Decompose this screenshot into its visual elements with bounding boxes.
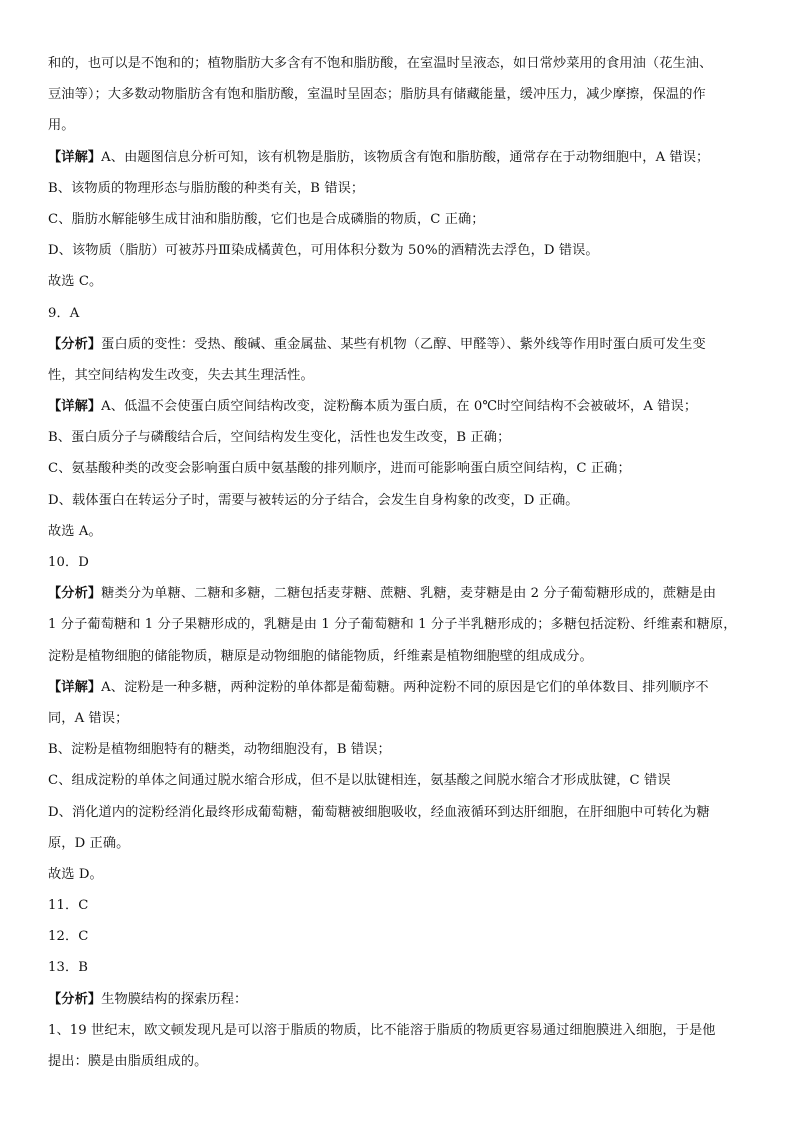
text-line: D、载体蛋白在转运分子时，需要与被转运的分子结合，会发生自身构象的改变，D 正确。 — [48, 492, 579, 508]
section-tag: 【分析】 — [48, 586, 102, 602]
text-line: 1、19 世纪末，欧文顿发现凡是可以溶于脂质的物质，比不能溶于脂质的物质更容易通过细胞膜进入细胞，于是他 — [48, 1022, 716, 1038]
text-line: 【分析】生物膜结构的探索历程： — [48, 991, 248, 1007]
section-tag: 【分析】 — [48, 336, 102, 352]
section-tag: 【详解】 — [48, 679, 102, 695]
text-line: B、蛋白质分子与磷酸结合后，空间结构发生变化，活性也发生改变，B 正确； — [48, 430, 511, 446]
text-line: C、组成淀粉的单体之间通过脱水缩合形成，但不是以肽键相连，氨基酸之间脱水缩合才形成肽键，C 错误 — [48, 773, 671, 789]
text-line: 【详解】A、低温不会使蛋白质空间结构改变，淀粉酶本质为蛋白质，在 0℃时空间结构不会被破坏，A 错误； — [48, 399, 698, 415]
text-line: 淀粉是植物细胞的储能物质，糖原是动物细胞的储能物质，纤维素是植物细胞壁的组成成分。 — [48, 648, 593, 664]
text-line: 【分析】蛋白质的变性：受热、酸碱、重金属盐、某些有机物（乙醇、甲醛等）、紫外线等作用时蛋白质可发生变 — [48, 336, 706, 352]
text-line: B、淀粉是植物细胞特有的糖类，动物细胞没有，B 错误； — [48, 742, 391, 758]
text-line: D、消化道内的淀粉经消化最终形成葡萄糖，葡萄糖被细胞吸收，经血液循环到达肝细胞，在肝细胞中可转化为糖 — [48, 804, 710, 820]
question-number: 9．A — [48, 305, 80, 321]
text-line: 和的，也可以是不饱和的；植物脂肪大多含有不饱和脂肪酸，在室温时呈液态，如日常炒菜用的食用油（花生油、 — [48, 56, 713, 71]
text-line: 提出：膜是由脂质组成的。 — [48, 1054, 208, 1069]
text-line: 【分析】糖类分为单糖、二糖和多糖，二糖包括麦芽糖、蔗糖、乳糖，麦芽糖是由 2 分子葡萄糖形成的，蔗糖是由 — [48, 586, 717, 602]
text-line: 用。 — [48, 118, 75, 134]
text-line: 1 分子葡萄糖和 1 分子果糖形成的，乳糖是由 1 分子葡萄糖和 1 分子半乳糖形成的；多糖包括淀粉、纤维素和糖原， — [48, 617, 737, 633]
text-line: C、脂肪水解能够生成甘油和脂肪酸，它们也是合成磷脂的物质，C 正确； — [48, 211, 485, 227]
section-tag: 【详解】 — [48, 399, 102, 415]
text-line: C、氨基酸种类的改变会影响蛋白质中氨基酸的排列顺序，进而可能影响蛋白质空间结构，C 正确； — [48, 461, 631, 477]
question-number: 12．C — [48, 929, 89, 945]
text-line: 【详解】A、由题图信息分析可知，该有机物是脂肪，该物质含有饱和脂肪酸，通常存在于动物细胞中，A 错误； — [48, 149, 710, 165]
text-line: 【详解】A、淀粉是一种多糖，两种淀粉的单体都是葡萄糖。两种淀粉不同的原因是它们的单体数目、排列顺序不 — [48, 679, 709, 695]
section-tag: 【详解】 — [48, 149, 102, 165]
text-line: 故选 A。 — [48, 523, 102, 539]
question-number: 11．C — [48, 898, 89, 914]
section-tag: 【分析】 — [48, 991, 102, 1007]
text-line: 故选 C。 — [48, 274, 103, 290]
text-line: B、该物质的物理形态与脂肪酸的种类有关，B 错误； — [48, 180, 365, 196]
text-line: D、该物质（脂肪）可被苏丹Ⅲ染成橘黄色，可用体积分数为 50%的酒精洗去浮色，D 错误。 — [48, 243, 599, 259]
question-number: 13．B — [48, 960, 89, 976]
text-line: 故选 D。 — [48, 866, 103, 882]
text-line: 豆油等）；大多数动物脂肪含有饱和脂肪酸，室温时呈固态；脂肪具有储藏能量，缓冲压力，减少摩擦，保温的作 — [48, 87, 706, 103]
text-line: 性，其空间结构发生改变，失去其生理活性。 — [48, 367, 314, 383]
question-number: 10．D — [48, 555, 89, 570]
text-line: 同，A 错误； — [48, 710, 129, 726]
text-line: 原，D 正确。 — [48, 835, 130, 851]
